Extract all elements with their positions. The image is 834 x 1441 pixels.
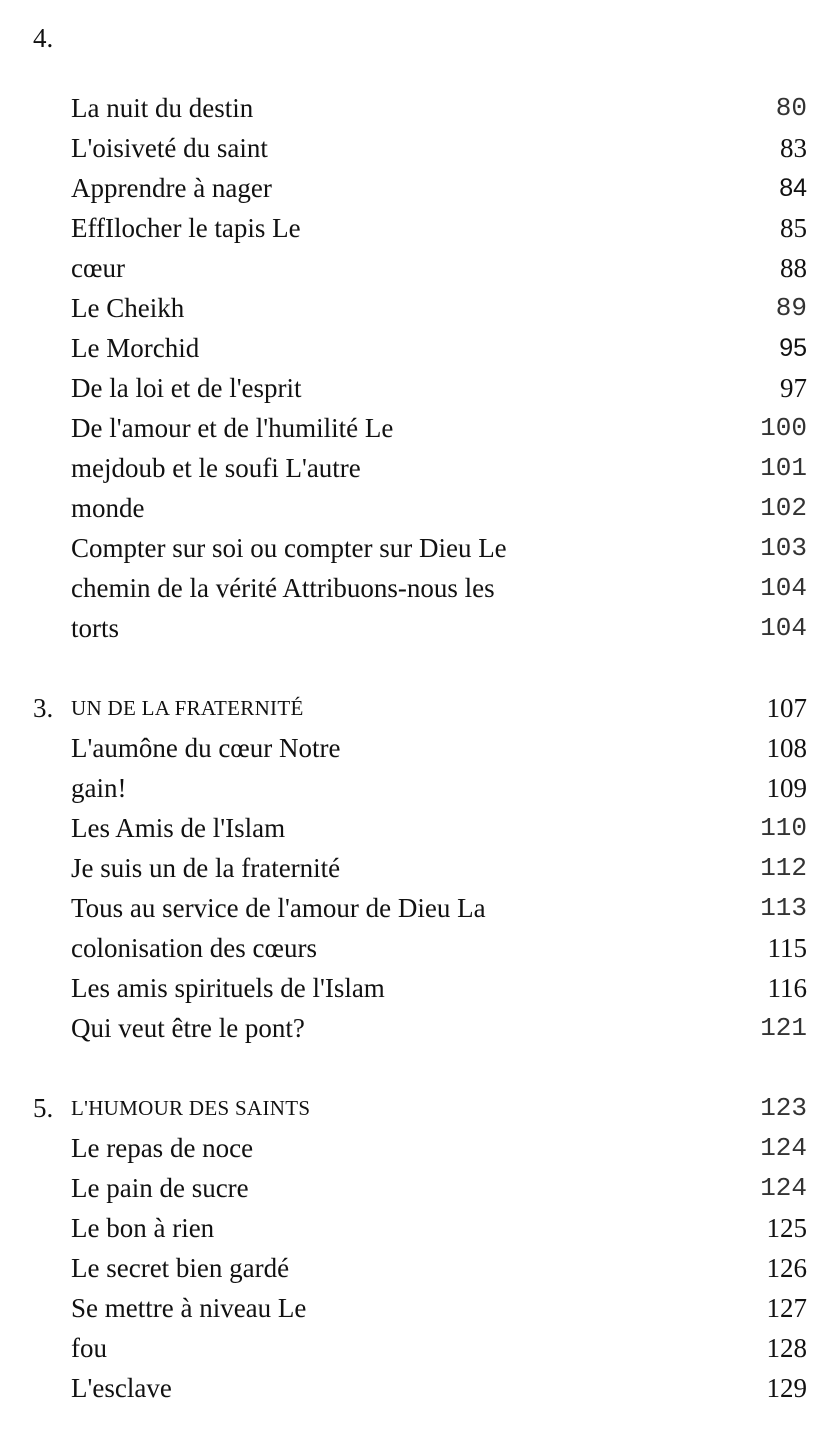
entry-title: L'esclave: [71, 1373, 172, 1403]
page-number: 116: [767, 973, 807, 1003]
section-number: 5.: [33, 1093, 54, 1123]
entry-title: fou: [71, 1333, 107, 1363]
page-number: 103: [760, 533, 807, 563]
entry-title: mejdoub et le soufi L'autre: [71, 453, 361, 483]
entry-title: Se mettre à niveau Le: [71, 1293, 307, 1323]
toc-entry: [0, 208, 834, 248]
entry-title: L'oisiveté du saint: [71, 133, 268, 163]
page-number: 95: [779, 334, 807, 362]
page-number: 97: [780, 373, 807, 403]
page-number: 121: [760, 1013, 807, 1043]
section-number-4: 4.: [33, 23, 54, 53]
page-number: 83: [780, 133, 807, 163]
toc-entry: [0, 448, 834, 488]
toc-entry: [0, 1328, 834, 1368]
toc-entry: [0, 848, 834, 888]
entry-title: Le Cheikh: [71, 293, 185, 323]
entry-title: Qui veut être le pont?: [71, 1013, 305, 1043]
entry-title: L'aumône du cœur Notre: [71, 733, 341, 763]
page-number: 112: [760, 853, 807, 883]
toc-entry: [0, 1168, 834, 1208]
toc-entry: [0, 408, 834, 448]
entry-title: Le bon à rien: [71, 1213, 215, 1243]
toc-entry: [0, 888, 834, 928]
section-number: 3.: [33, 693, 54, 723]
toc-entry: [0, 968, 834, 1008]
page-number: 100: [760, 413, 807, 443]
toc-entry: [0, 1368, 834, 1408]
page-number: 85: [780, 213, 807, 243]
toc-entry: [0, 1288, 834, 1328]
entry-title: EffIlocher le tapis Le: [71, 213, 301, 243]
entry-title: gain!: [71, 773, 127, 803]
entry-title: Le repas de noce: [71, 1133, 254, 1163]
toc-entry: [0, 728, 834, 768]
entry-title: Tous au service de l'amour de Dieu La: [71, 893, 486, 923]
page-number: 123: [760, 1093, 807, 1123]
page-number: 108: [766, 733, 807, 763]
entry-title: monde: [71, 493, 145, 523]
toc-entry: [0, 1128, 834, 1168]
entry-title: cœur: [71, 253, 125, 283]
toc-entry: [0, 568, 834, 608]
toc-entry: [0, 128, 834, 168]
page-number: 102: [760, 493, 807, 523]
entry-title: De la loi et de l'esprit: [71, 373, 302, 403]
toc-entry: [0, 88, 834, 128]
page-number: 84: [779, 174, 807, 202]
entry-title: Apprendre à nager: [71, 173, 272, 203]
section-title: UN DE LA FRATERNITÉ: [71, 696, 304, 720]
toc-entry: [0, 288, 834, 328]
toc-entry: [0, 768, 834, 808]
page-number: 124: [760, 1173, 807, 1203]
page-number: 101: [760, 453, 807, 483]
toc-entry: [0, 1208, 834, 1248]
page-number: 110: [760, 813, 807, 843]
page-number: 88: [780, 253, 807, 283]
page-number: 127: [766, 1293, 807, 1323]
entry-title: Le Morchid: [71, 333, 200, 363]
page-number: 125: [766, 1213, 807, 1243]
page-number: 109: [766, 773, 807, 803]
page-number: 107: [766, 693, 807, 723]
toc-entry: [0, 928, 834, 968]
entry-title: colonisation des cœurs: [71, 933, 317, 963]
page-number: 115: [767, 933, 807, 963]
toc-entry: [0, 1008, 834, 1048]
page-number: 128: [766, 1333, 807, 1363]
section-title: L'HUMOUR DES SAINTS: [71, 1096, 311, 1120]
toc-entry: [0, 528, 834, 568]
toc-entry: [0, 168, 834, 208]
entry-title: Le secret bien gardé: [71, 1253, 290, 1283]
page-number: 129: [766, 1373, 807, 1403]
entry-title: Je suis un de la fraternité: [71, 853, 341, 883]
page-number: 126: [766, 1253, 807, 1283]
entry-title: La nuit du destin: [71, 93, 254, 123]
entry-title: Les Amis de l'Islam: [71, 813, 286, 843]
entry-title: Le pain de sucre: [71, 1173, 249, 1203]
entry-title: De l'amour et de l'humilité Le: [71, 413, 394, 443]
toc-entry: [0, 328, 834, 368]
toc-entry: [0, 1248, 834, 1288]
entry-title: chemin de la vérité Attribuons-nous les: [71, 573, 495, 603]
toc-entry: [0, 688, 834, 728]
page-number: 89: [775, 293, 807, 323]
entry-title: torts: [71, 613, 120, 643]
toc-entry: [0, 1088, 834, 1128]
entry-title: Les amis spirituels de l'Islam: [71, 973, 385, 1003]
toc-entry: [0, 608, 834, 648]
page-number: 80: [775, 93, 807, 123]
toc-entry: [0, 488, 834, 528]
page-number: 124: [760, 1133, 807, 1163]
page-number: 113: [760, 893, 807, 923]
page-number: 104: [760, 613, 807, 643]
page-number: 104: [760, 573, 807, 603]
toc-entry: [0, 248, 834, 288]
entry-title: Compter sur soi ou compter sur Dieu Le: [71, 533, 507, 563]
toc-entry: [0, 368, 834, 408]
toc-entry: [0, 808, 834, 848]
